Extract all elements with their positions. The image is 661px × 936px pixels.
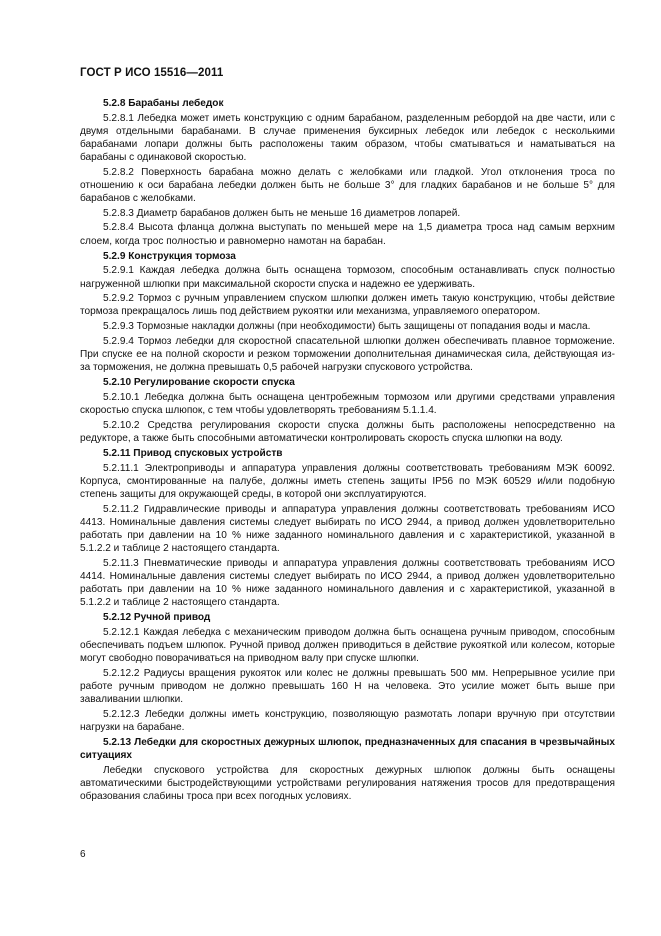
section-heading: 5.2.8 Барабаны лебедок bbox=[103, 98, 224, 109]
paragraph: 5.2.9.3 Тормозные накладки должны (при необходимости) быть защищены от попадания воды и масла. bbox=[103, 321, 591, 332]
section-heading: 5.2.13 Лебедки для скоростных дежурных шлюпок, предназначенных для спасания в чрезвычайных ситуациях bbox=[80, 737, 615, 762]
paragraph: 5.2.10.2 Средства регулирования скорости спуска должны быть расположены непосредственно на редукторе, а также быть способными автоматически контролировать скорость спуска шлюпки на воду. bbox=[80, 419, 615, 444]
section-heading: 5.2.12 Ручной привод bbox=[103, 612, 211, 624]
paragraph: 5.2.8.4 Высота фланца должна выступать по меньшей мере на 1,5 диаметра троса над самым верхним слоем, когда трос полностью и равномерно намотан на барабан. bbox=[80, 222, 615, 247]
paragraph: 5.2.12.3 Лебедки должны иметь конструкцию, позволяющую размотать лопари вручную при отсутствии нагрузки на барабане. bbox=[80, 708, 615, 734]
paragraph: Лебедки спускового устройства для скоростных дежурных шлюпок должны быть оснащены автоматическими быстродействующими устройствами регулирования натяжения тросов для предотвращения образования слабины троса при всех погодных условиях. bbox=[80, 765, 615, 803]
section-heading: 5.2.9 Конструкция тормоза bbox=[103, 250, 236, 262]
paragraph: 5.2.11.1 Электроприводы и аппаратура управления должны соответствовать требованиям МЭК 60092. Корпуса, смонтированные на палубе, должны иметь степень защиты IP56 по МЭК 60529 и/или подобную степень защиты для окружающей среды, в которой они эксплуатируются. bbox=[80, 462, 615, 500]
page-number: 6 bbox=[80, 849, 86, 860]
paragraph: 5.2.12.1 Каждая лебедка с механическим приводом должна быть оснащена ручным приводом, способным обеспечивать подъем шлюпок. Ручной привод должен приводиться в действие рукояткой или колесом, которые могут свободно поворачиваться на приводном валу при спуске шлюпки. bbox=[80, 626, 615, 665]
paragraph: 5.2.9.1 Каждая лебедка должна быть оснащена тормозом, способным останавливать спуск полностью нагруженной шлюпки при максимальной скорости спуска и надежно ее удерживать. bbox=[80, 265, 615, 290]
document-body bbox=[80, 95, 615, 805]
paragraph: 5.2.12.2 Радиусы вращения рукояток или колес не должны превышать 500 мм. Непрерывное усилие при работе ручным приводом не должно превышать 160 Н на человека. Это усилие может быть выше при заваливании шлюпки. bbox=[80, 667, 615, 706]
section-heading: 5.2.10 Регулирование скорости спуска bbox=[103, 377, 295, 389]
paragraph: 5.2.9.2 Тормоз с ручным управлением спуском шлюпки должен иметь такую конструкцию, чтобы действие тормоза прекращалось лишь под действием рукоятки или механизма, управляемого оператором. bbox=[80, 293, 615, 318]
paragraph: 5.2.9.4 Тормоз лебедки для скоростной спасательной шлюпки должен обеспечивать плавное торможение. При спуске ее на полной скорости и резком торможении дополнительная динамическая сила, действующая из-за торможения, не должна превышать 0,5 рабочей нагрузки спускового устройства. bbox=[80, 335, 615, 373]
paragraph: 5.2.8.3 Диаметр барабанов должен быть не меньше 16 диаметров лопарей. bbox=[103, 207, 461, 219]
standard-header: ГОСТ Р ИСО 15516—2011 bbox=[80, 67, 224, 79]
section-heading: 5.2.11 Привод спусковых устройств bbox=[103, 447, 283, 459]
paragraph: 5.2.11.3 Пневматические приводы и аппаратура управления должны соответствовать требованиям ИСО 4414. Номинальные давления системы следует выбирать по ИСО 2944, а привод должен удовлетворительно работать при давлении на 10 % ниже заданного номинального давления и с характеристикой, указанной в 5.1.2.2 и таблице 2 настоящего стандарта. bbox=[80, 557, 615, 609]
paragraph: 5.2.8.2 Поверхность барабана можно делать с желобками или гладкой. Угол отклонения троса по отношению к оси барабана лебедки должен быть не больше 3° для гладких барабанов и не больше 5° для барабанов с желобками. bbox=[80, 166, 615, 205]
paragraph: 5.2.8.1 Лебедка может иметь конструкцию с одним барабаном, разделенным ребордой на две части, или с двумя отдельными барабанами. В случае применения буксирных лебедок или лебедок с несколькими барабанами лопари должны быть расположены таким образом, чтобы сматываться и наматываться на барабаны с одинаковой скоростью. bbox=[80, 112, 615, 164]
paragraph: 5.2.10.1 Лебедка должна быть оснащена центробежным тормозом или другими средствами управления скоростью спуска шлюпок, с тем чтобы удовлетворять требованиям 5.1.1.4. bbox=[80, 391, 615, 416]
paragraph: 5.2.11.2 Гидравлические приводы и аппаратура управления должны соответствовать требованиям ИСО 4413. Номинальные давления системы следует выбирать по ИСО 2944, а привод должен удовлетворительно работать при давлении на 10 % ниже заданного номинального давления и с характеристикой, указанной в 5.1.2.2 и таблице 2 настоящего стандарта. bbox=[80, 503, 615, 554]
